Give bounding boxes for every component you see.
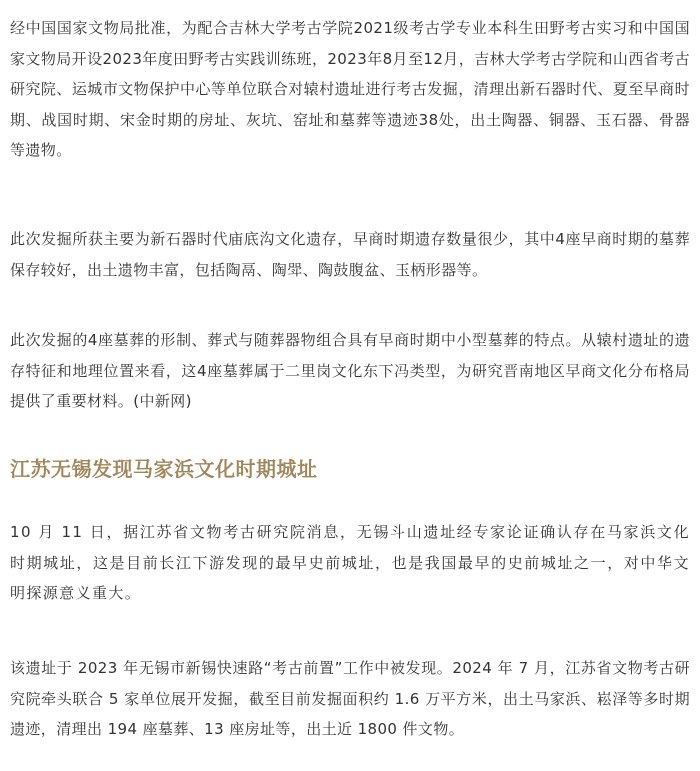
article-paragraph: 该遗址于 2023 年无锡市新锡快速路“考古前置”工作中被发现。2024 年 7 月，江苏省文物考古研究院牵头联合 5 家单位展开发掘，截至目前发掘面积约 1.6 万平方米，出土马家浜、崧泽等多时期遗迹，清理出 194 座墓葬、13 座房址等，出土近 1800 件文物。 [10, 659, 690, 738]
article-paragraph: 此次发掘所获主要为新石器时代庙底沟文化遗存，早商时期遗存数量很少，其中4座早商时期的墓葬保存较好，出土遗物丰富，包括陶鬲、陶斝、陶鼓腹盆、玉柄形器等。 [10, 230, 690, 279]
article-paragraph: 此次发掘的4座墓葬的形制、葬式与随葬器物组合具有早商时期中小型墓葬的特点。从辕村遗址的遗存特征和地理位置来看，这4座墓葬属于二里岗文化东下冯类型，为研究晋南地区早商文化分布格局提供了重要材料。(中新网) [10, 331, 690, 410]
article-paragraph: 10 月 11 日，据江苏省文物考古研究院消息，无锡斗山遗址经专家论证确认存在马家浜文化时期城址，这是目前长江下游发现的最早史前城址，也是我国最早的史前城址之一，对中华文明探源意义重大。 [10, 523, 690, 602]
article-paragraph: 经中国国家文物局批准，为配合吉林大学考古学院2021级考古学专业本科生田野考古实习和中国国家文物局开设2023年度田野考古实践训练班，2023年8月至12月，吉林大学考古学院和山西省考古研究院、运城市文物保护中心等单位联合对辕村遗址进行考古发掘，清理出新石器时代、夏至早商时期、战国时期、宋金时期的房址、灰坑、窑址和墓葬等遗迹38处，出土陶器、铜器、玉石器、骨器等遗物。 [10, 19, 690, 159]
section-heading: 江苏无锡发现马家浜文化时期城址 [10, 457, 318, 481]
